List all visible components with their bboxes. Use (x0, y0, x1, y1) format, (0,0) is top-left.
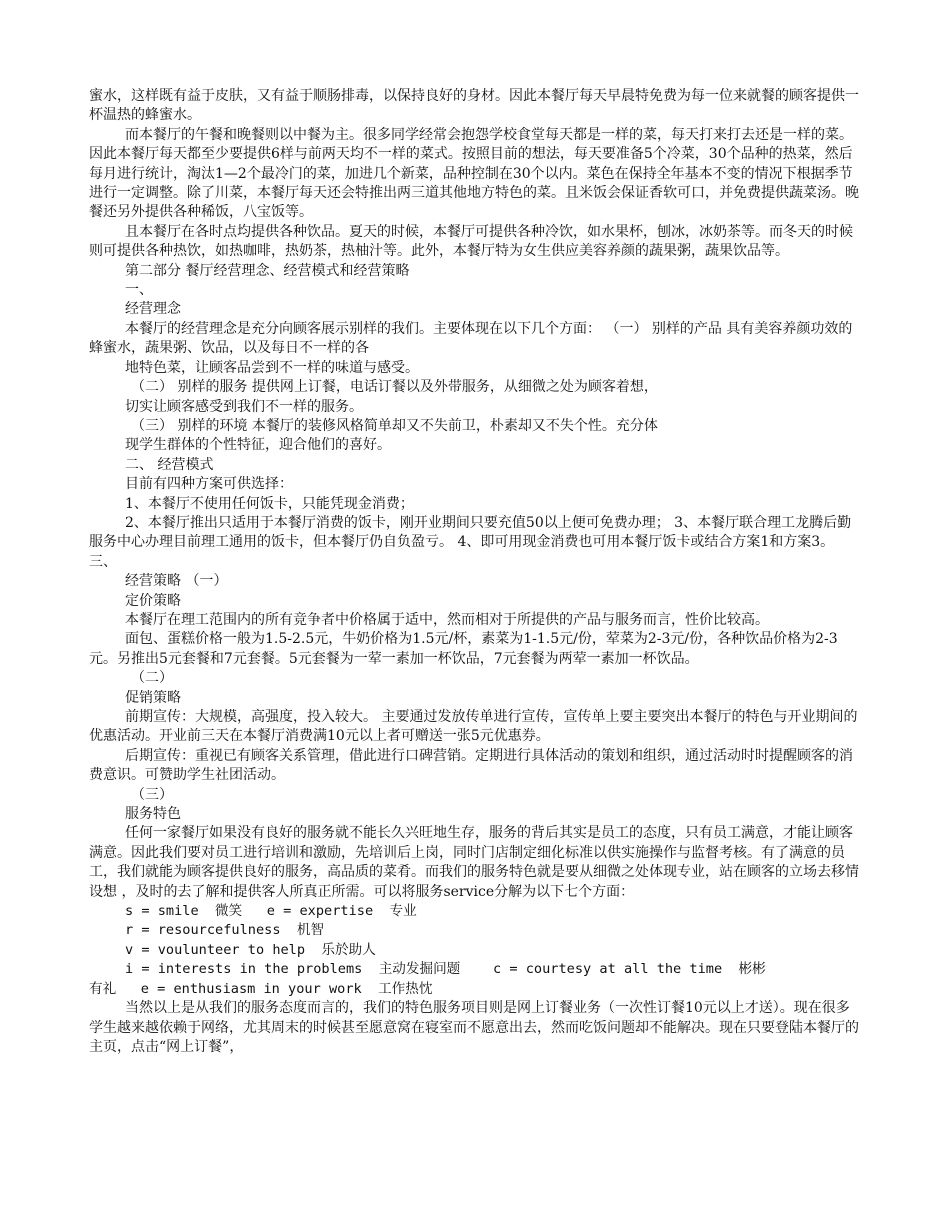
option-one: 1、本餐厅不使用任何饭卡，只能凭现金消费； (125, 495, 414, 512)
item-environment: （三） 别样的环境 本餐厅的装修风格简单却又不失前卫，朴素却又不失个性。充分体 (131, 417, 658, 434)
options-two-to-four: 2、本餐厅推出只适用于本餐厅消费的饭卡，刚开业期间只要充值50以上便可免费办理； 3、本餐厅联合理工龙腾后勤服务中心办理目前理工通用的饭卡，但本餐厅仍自负盈亏。 4、即可用现金消费也可用本餐厅饭卡或结合方案1和方案3。 三、 (89, 514, 852, 570)
heading-pricing-strategy: 定价策略 (125, 592, 181, 609)
paragraph-honey-water: 蜜水，这样既有益于皮肤，又有益于顺肠排毒，以保持良好的身材。因此本餐厅每天早晨特免费为每一位来就餐的顾客提供一杯温热的蜂蜜水。 (89, 88, 859, 124)
item-service: （二） 别样的服务 提供网上订餐，电话订餐以及外带服务，从细微之处为顾客着想， (131, 379, 658, 396)
section-heading-part-two: 第二部分 餐厅经营理念、经营模式和经营策略 (125, 262, 410, 279)
heading-promotion-strategy: 促销策略 (125, 689, 181, 706)
paragraph-philosophy: 本餐厅的经营理念是充分向顾客展示别样的我们。主要体现在以下几个方面： （一） 别样的产品 具有美容养颜功效的蜂蜜水，蔬果粥、饮品，以及每日不一样的各 (89, 320, 853, 357)
service-item-v: v = voulunteer to help 乐於助人 (125, 941, 376, 958)
paragraph-early-promotion: 前期宣传：大规模，高强度，投入较大。 主要通过发放传单进行宣传，宣传单上要主要突出本餐厅的特色与开业期间的优惠活动。开业前三天在本餐厅消费满10元以上者可赠送一张5元优惠券。 (89, 709, 858, 745)
paragraph-service: 任何一家餐厅如果没有良好的服务就不能长久兴旺地生存，服务的背后其实是员工的态度，只有员工满意，才能让顾客满意。因此我们要对员工进行培训和激励，先培训后上岗，同时门店制定细化标准以供实施操作与监督考核。有了满意的员工，我们就能为顾客提供良好的服务，高品质的菜肴。而我们的服务特色就是要从细微之处体现专业，站在顾客的立场去移情设想 ，及时的去了解和提供客人所真正所需。可以将服务service分解为以下七个方面： (89, 825, 859, 900)
service-item-r: r = resourcefulness 机智 (125, 922, 325, 939)
paragraph-pricing: 本餐厅在理工范围内的所有竞争者中价格属于适中，然而相对于所提供的产品与服务而言，性价比较高。 (125, 611, 769, 628)
paragraph-lunch-dinner: 而本餐厅的午餐和晚餐则以中餐为主。很多同学经常会抱怨学校食堂每天都是一样的菜，每天打来打去还是一样的菜。因此本餐厅每天都至少要提供6样与前两天均不一样的菜式。按照目前的想法，每天要准备5个冷菜，30个品种的热菜，然后每月进行统计，淘汰1—2个最冷门的菜，加进几个新菜，品种控制在30个以内。菜色在保持全年基本不变的情况下根据季节进行一定调整。除了川菜，本餐厅每天还会特推出两三道其他地方特色的菜。且米饭会保证香软可口，并免费提供蔬菜汤。晚餐还另外提供各种稀饭，八宝饭等。 (89, 126, 859, 221)
paragraph-philosophy-cont: 地特色菜，让顾客品尝到不一样的味道与感受。 (125, 359, 419, 376)
list-number-two: （二） (131, 670, 173, 687)
heading-service-features: 服务特色 (125, 806, 181, 823)
list-number-one: 一、 (125, 282, 153, 299)
paragraph-options-intro: 目前有四种方案可供选择： (125, 476, 293, 493)
document-body (89, 87, 861, 1057)
paragraph-online-ordering: 当然以上是从我们的服务态度而言的，我们的特色服务项目则是网上订餐业务（一次性订餐10元以上才送）。现在很多学生越来越依赖于网络，尤其周末的时候甚至愿意窝在寝室而不愿意出去，然而吃饭问题却不能解决。现在只要登陆本餐厅的主页，点击“网上订餐”， (89, 1000, 859, 1055)
service-item-i-c: i = interests in the problems 主动发掘问题 c = courtesy at all the time 彬彬 (125, 961, 766, 978)
heading-business-strategy: 经营策略 （一） (125, 573, 228, 590)
service-item-s-e: s = smile 微笑 e = expertise 专业 (125, 903, 417, 920)
paragraph-prices: 面包、蛋糕价格一般为1.5-2.5元，牛奶价格为1.5元/杯，素菜为1-1.5元/份，荤菜为2-3元/份，各种饮品价格为2-3元。另推出5元套餐和7元套餐。5元套餐为一荤一素加一杯饮品，7元套餐为两荤一素加一杯饮品。 (89, 631, 838, 667)
item-environment-cont: 现学生群体的个性特征，迎合他们的喜好。 (125, 437, 391, 454)
paragraph-drinks: 且本餐厅在各时点均提供各种饮品。夏天的时候，本餐厅可提供各种冷饮，如水果杯，刨冰，冰奶茶等。而冬天的时候则可提供各种热饮，如热咖啡，热奶茶，热柚汁等。此外，本餐厅特为女生供应美容养颜的蔬果粥，蔬果饮品等。 (89, 223, 853, 260)
paragraph-later-promotion: 后期宣传：重视已有顾客关系管理，借此进行口碑营销。定期进行具体活动的策划和组织，通过活动时时提醒顾客的消费意识。可赞助学生社团活动。 (89, 747, 853, 784)
service-item-e: 有礼 e = enthusiasm in your work 工作热忱 (89, 980, 433, 997)
list-number-three: （三） (131, 786, 173, 803)
heading-business-model: 二、 经营模式 (125, 456, 214, 473)
heading-business-philosophy: 经营理念 (125, 301, 181, 318)
item-service-cont: 切实让顾客感受到我们不一样的服务。 (125, 398, 363, 415)
